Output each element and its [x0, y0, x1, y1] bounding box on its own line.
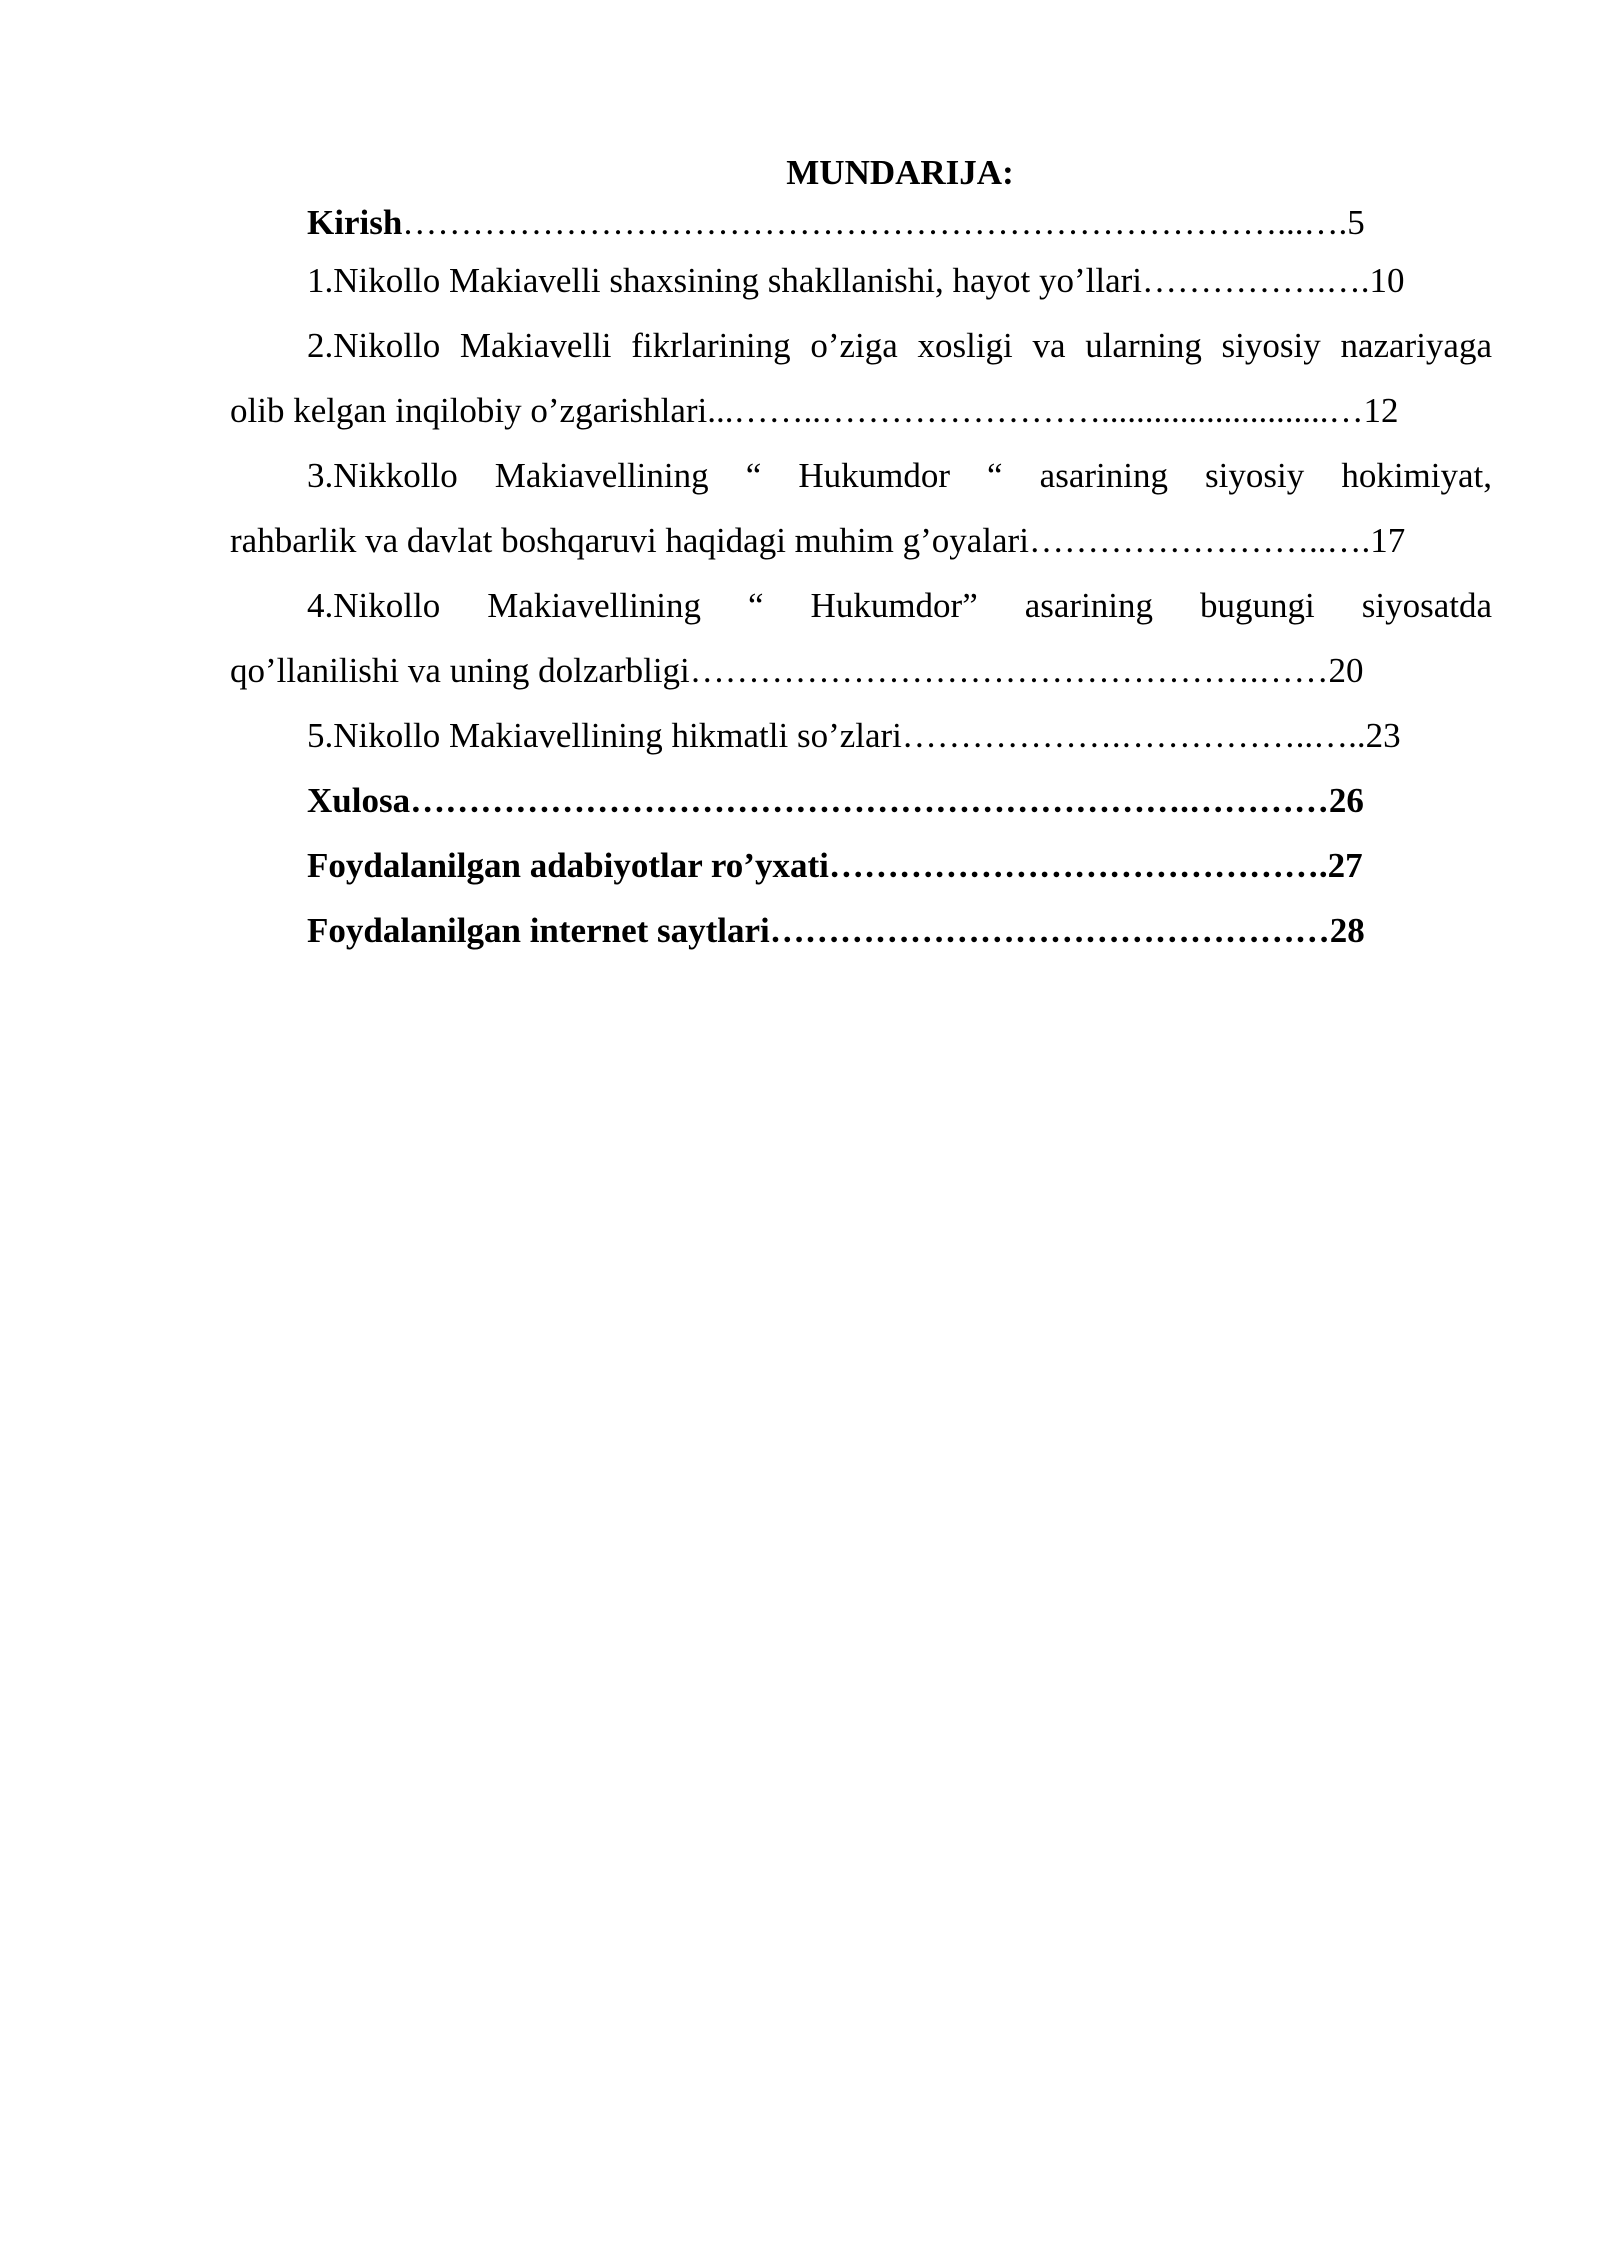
- toc-entry-adabiyotlar[interactable]: [230, 833, 1492, 898]
- toc-leader: ……………….……………..…..: [901, 716, 1366, 755]
- toc-entry-4[interactable]: [230, 573, 1492, 703]
- toc-page-number: 28: [1329, 911, 1365, 950]
- toc-entry-kirish[interactable]: [230, 198, 1492, 248]
- toc-entry-label-line2: rahbarlik va davlat boshqaruvi haqidagi muhim g’oyalari: [230, 521, 1029, 560]
- toc-entry-label-line1: 4.Nikollo Makiavellining “ Hukumdor” asarining bugungi siyosatda: [307, 586, 1492, 625]
- toc-leader: ………………………………………………………….…………: [410, 781, 1329, 820]
- toc-page-number: 20: [1328, 651, 1364, 690]
- toc-page-number: 23: [1365, 716, 1401, 755]
- toc-leader: ...……..……………………..........................…: [707, 391, 1364, 430]
- toc-page-number: 17: [1370, 521, 1406, 560]
- toc-entry-1[interactable]: [230, 248, 1492, 313]
- toc-leader: …………………………………….: [828, 846, 1328, 885]
- toc-entry-label-line1: 3.Nikkollo Makiavellining “ Hukumdor “ asarining siyosiy hokimiyat,: [307, 456, 1492, 495]
- toc-page-number: 26: [1328, 781, 1364, 820]
- toc-entry-internet-saytlari[interactable]: [230, 898, 1492, 963]
- toc-page-number: 27: [1327, 846, 1363, 885]
- toc-entry-label: Xulosa: [307, 781, 411, 820]
- toc-entry-label-line2: olib kelgan inqilobiy o’zgarishlari: [230, 391, 708, 430]
- toc-entry-5[interactable]: [230, 703, 1492, 768]
- toc-entry-3[interactable]: [230, 443, 1492, 573]
- toc-entry-label: Foydalanilgan adabiyotlar ro’yxati: [307, 846, 829, 885]
- toc-entry-label-line1: 2.Nikollo Makiavelli fikrlarining o’ziga xosligi va ularning siyosiy nazariyaga: [307, 326, 1492, 365]
- toc-entry-label-line2: qo’llanilishi va uning dolzarbligi: [230, 651, 690, 690]
- toc-entry-label: Foydalanilgan internet saytlari: [307, 911, 770, 950]
- toc-entry-label: 5.Nikollo Makiavellining hikmatli so’zlari: [307, 716, 902, 755]
- toc-entry-label: Kirish: [307, 203, 403, 242]
- toc-leader: ……………………..….: [1028, 521, 1371, 560]
- toc-entry-xulosa[interactable]: [230, 768, 1492, 833]
- toc-entry-2[interactable]: [230, 313, 1492, 443]
- table-of-contents: [230, 198, 1492, 963]
- toc-entry-label: 1.Nikollo Makiavelli shaxsining shakllanishi, hayot yo’llari: [307, 261, 1143, 300]
- toc-page-number: 10: [1369, 261, 1405, 300]
- toc-leader: …………………………………………: [769, 911, 1330, 950]
- toc-title: MUNDARIJA:: [786, 153, 1014, 192]
- toc-page-number: 5: [1347, 203, 1365, 242]
- toc-page-number: 12: [1363, 391, 1399, 430]
- toc-leader: …………………………………………………………………...….: [402, 203, 1348, 242]
- toc-leader: ………………………………………….……: [689, 651, 1329, 690]
- toc-leader: …………….….: [1142, 261, 1370, 300]
